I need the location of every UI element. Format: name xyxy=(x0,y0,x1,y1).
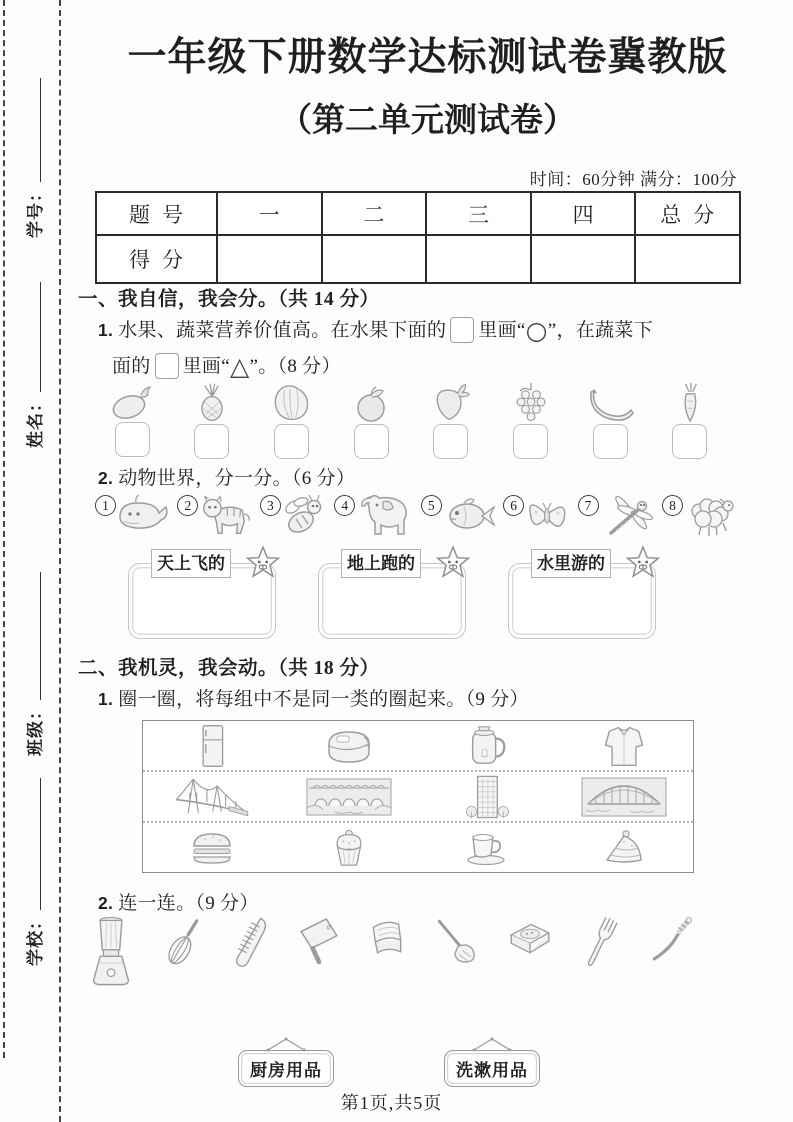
coffee-cup-icon xyxy=(462,828,512,868)
category-label-swimming: 水里游的 xyxy=(531,549,611,578)
score-header-1: 一 xyxy=(217,192,322,235)
name-field xyxy=(21,282,47,448)
sign-label-kitchen: 厨房用品 xyxy=(238,1050,334,1087)
match-item-blender[interactable] xyxy=(86,914,136,990)
radish-icon xyxy=(429,381,473,423)
animal-bee xyxy=(260,492,327,538)
score-cell[interactable] xyxy=(426,235,531,283)
building-icon xyxy=(461,773,513,821)
score-header-tihao: 题号 xyxy=(96,192,217,235)
spatula-icon xyxy=(433,914,479,968)
s1q1-seg1: 水果、蔬菜营养价值高。在水果下面的 xyxy=(118,320,447,341)
fruit-cell-banana xyxy=(578,381,642,459)
suspension-bridge-icon xyxy=(166,774,258,820)
animal-whale xyxy=(95,492,170,538)
s1q1-number: 1. xyxy=(98,320,114,340)
animal-tiger xyxy=(177,492,252,538)
match-item-fork[interactable] xyxy=(580,914,622,974)
whisk-icon xyxy=(162,914,204,972)
fish-icon xyxy=(442,492,496,536)
pineapple-icon xyxy=(192,381,232,423)
s2q2-number: 2. xyxy=(98,893,114,913)
rice-cooker-icon xyxy=(323,724,375,768)
time-score-info: 时间：60分钟 满分：100分 xyxy=(529,170,737,189)
s1q1-seg4: 面的 xyxy=(112,356,151,377)
s2q2-text xyxy=(98,888,259,915)
banana-icon xyxy=(586,381,634,423)
animal-fish xyxy=(421,492,496,536)
eggplant-icon xyxy=(109,381,155,421)
answer-box[interactable] xyxy=(274,424,309,459)
cabbage-icon xyxy=(269,381,313,423)
s2q2-label: 连一连。（9 分） xyxy=(118,893,259,914)
circled-number: 3 xyxy=(260,495,281,516)
student-number-label: 学号： xyxy=(26,184,45,238)
score-header-2: 二 xyxy=(322,192,427,235)
bee-icon xyxy=(281,492,327,538)
match-item-comb[interactable] xyxy=(231,914,271,970)
steel-arch-bridge-icon xyxy=(580,774,668,820)
circled-number: 2 xyxy=(177,495,198,516)
score-cell[interactable] xyxy=(635,235,740,283)
sheep-icon xyxy=(683,492,737,538)
name-label: 姓名： xyxy=(26,394,45,448)
animal-sheep xyxy=(662,492,737,538)
fruit-cell-radish xyxy=(419,381,483,459)
grid-row-foods xyxy=(143,821,693,872)
circled-number: 4 xyxy=(334,495,355,516)
page-title: 一年级下册数学达标测试卷冀教版 xyxy=(127,36,728,79)
answer-box[interactable] xyxy=(115,422,150,457)
s1q1-text-line1 xyxy=(98,315,653,345)
grid-cell-stone-arch-bridge[interactable] xyxy=(289,772,409,821)
grid-row-structures xyxy=(143,770,693,821)
star-mascot-icon xyxy=(625,545,661,581)
grid-cell-rice-cooker[interactable] xyxy=(289,721,409,770)
school-field xyxy=(21,778,47,966)
fruit-cell-pineapple xyxy=(180,381,244,459)
stone-arch-bridge-icon xyxy=(305,775,393,819)
left-edge-dashed-line xyxy=(3,0,5,1058)
grid-cell-cupcake[interactable] xyxy=(289,823,409,872)
grid-cell-suspension-bridge[interactable] xyxy=(152,772,272,821)
animal-butterfly xyxy=(503,492,570,536)
grid-row-appliances xyxy=(143,721,693,770)
cleaver-icon xyxy=(297,914,341,968)
grid-cell-cake-slice[interactable] xyxy=(564,823,684,872)
grid-cell-building[interactable] xyxy=(427,772,547,821)
answer-box[interactable] xyxy=(433,424,468,459)
circled-number: 1 xyxy=(95,495,116,516)
student-number-field xyxy=(21,78,47,238)
school-label: 学校： xyxy=(26,912,45,966)
grid-cell-steel-arch-bridge[interactable] xyxy=(564,772,684,821)
match-item-toothbrush[interactable] xyxy=(648,914,692,964)
binding-dashed-line xyxy=(59,0,61,1122)
category-box-swimming[interactable] xyxy=(508,554,656,639)
refrigerator-icon xyxy=(192,723,232,769)
answer-box[interactable] xyxy=(593,424,628,459)
s1q1-seg6: ”。（8 分） xyxy=(249,356,341,377)
score-header-total: 总分 xyxy=(635,192,740,235)
s1q1-seg5: 里画“ xyxy=(182,356,230,377)
page-subtitle: （第二单元测试卷） xyxy=(279,103,576,139)
match-item-spatula[interactable] xyxy=(433,914,479,968)
score-header-4: 四 xyxy=(531,192,636,235)
grid-cell-electric-kettle[interactable] xyxy=(427,721,547,770)
circled-number: 6 xyxy=(503,495,524,516)
fruit-cell-cabbage xyxy=(259,381,323,459)
fruit-cell-grapes xyxy=(499,381,563,459)
toothbrush-icon xyxy=(648,914,692,964)
star-mascot-icon xyxy=(435,545,471,581)
name-blank[interactable] xyxy=(26,282,41,392)
grapes-icon xyxy=(512,381,550,423)
cupcake-icon xyxy=(330,827,368,869)
answer-box[interactable] xyxy=(513,424,548,459)
section1-heading: 一、我自信，我会分。（共 14 分） xyxy=(78,289,380,310)
circled-number: 5 xyxy=(421,495,442,516)
whale-icon xyxy=(116,492,170,538)
circled-number: 8 xyxy=(662,495,683,516)
tiger-icon xyxy=(198,492,252,538)
s1q2-number: 2. xyxy=(98,468,114,488)
sign-label-toiletry: 洗漱用品 xyxy=(444,1050,540,1087)
fork-icon xyxy=(580,914,622,974)
class-field xyxy=(21,572,47,756)
category-box-flying[interactable] xyxy=(128,554,276,639)
shirt-icon xyxy=(602,723,646,769)
inline-answer-box-icon xyxy=(450,317,474,343)
match-item-whisk[interactable] xyxy=(162,914,204,972)
student-number-blank[interactable] xyxy=(26,78,41,182)
score-row-label: 得分 xyxy=(96,235,217,283)
score-cell[interactable] xyxy=(531,235,636,283)
s1q1-seg3: ”，在蔬菜下 xyxy=(547,320,654,341)
s1q1-text-line2 xyxy=(112,351,341,381)
score-table xyxy=(95,191,741,284)
s1q2-label: 动物世界，分一分。（6 分） xyxy=(118,468,356,489)
circled-number: 7 xyxy=(578,495,599,516)
hamburger-icon xyxy=(189,829,235,867)
answer-box[interactable] xyxy=(354,424,389,459)
animal-elephant xyxy=(334,492,413,538)
score-cell[interactable] xyxy=(322,235,427,283)
grid-cell-refrigerator[interactable] xyxy=(152,721,272,770)
carrot-icon xyxy=(677,381,703,423)
sign-toiletry-supplies[interactable] xyxy=(444,1036,540,1087)
s2q1-number: 1. xyxy=(98,689,114,709)
score-header-3: 三 xyxy=(426,192,531,235)
triangle-shape-glyph: △ xyxy=(229,352,250,381)
answer-box[interactable] xyxy=(194,424,229,459)
match-item-cleaver[interactable] xyxy=(297,914,341,968)
blender-icon xyxy=(86,914,136,990)
sign-kitchen-supplies[interactable] xyxy=(238,1036,334,1087)
apple-icon xyxy=(351,381,391,423)
s1q1-seg2: 里画“ xyxy=(478,320,526,341)
section2-heading: 二、我机灵，我会动。（共 18 分） xyxy=(78,658,380,679)
soap-box-icon xyxy=(506,914,554,958)
dragonfly-icon xyxy=(599,492,655,540)
match-items-row xyxy=(86,914,692,990)
class-blank[interactable] xyxy=(26,572,41,700)
grid-cell-coffee-cup[interactable] xyxy=(427,823,547,872)
comb-icon xyxy=(231,914,271,970)
fruit-cell-eggplant xyxy=(100,381,164,459)
class-label: 班级： xyxy=(26,702,45,756)
odd-one-out-grid xyxy=(142,720,694,873)
s2q1-text xyxy=(98,684,529,711)
page-footer: 第1页,共5页 xyxy=(340,1093,443,1113)
match-item-towel[interactable] xyxy=(367,914,407,960)
answer-box[interactable] xyxy=(672,424,707,459)
elephant-icon xyxy=(355,492,413,538)
category-label-running: 地上跑的 xyxy=(341,549,421,578)
grid-cell-hamburger[interactable] xyxy=(152,823,272,872)
match-item-soap-box[interactable] xyxy=(506,914,554,958)
inline-answer-box-icon xyxy=(155,353,179,379)
fruit-vegetable-row xyxy=(100,381,722,459)
category-label-flying: 天上飞的 xyxy=(151,549,231,578)
score-cell[interactable] xyxy=(217,235,322,283)
s1q2-text xyxy=(98,463,355,490)
circle-shape-glyph: ○ xyxy=(525,316,548,345)
animal-row xyxy=(95,492,737,540)
fruit-cell-carrot xyxy=(658,381,722,459)
category-box-running[interactable] xyxy=(318,554,466,639)
grid-cell-shirt[interactable] xyxy=(564,721,684,770)
fruit-cell-apple xyxy=(339,381,403,459)
cake-slice-icon xyxy=(602,828,646,868)
school-blank[interactable] xyxy=(26,778,41,910)
s2q1-label: 圈一圈，将每组中不是同一类的圈起来。（9 分） xyxy=(118,689,529,710)
towel-icon xyxy=(367,914,407,960)
electric-kettle-icon xyxy=(465,723,509,769)
butterfly-icon xyxy=(524,492,570,536)
animal-dragonfly xyxy=(578,492,655,540)
star-mascot-icon xyxy=(245,545,281,581)
